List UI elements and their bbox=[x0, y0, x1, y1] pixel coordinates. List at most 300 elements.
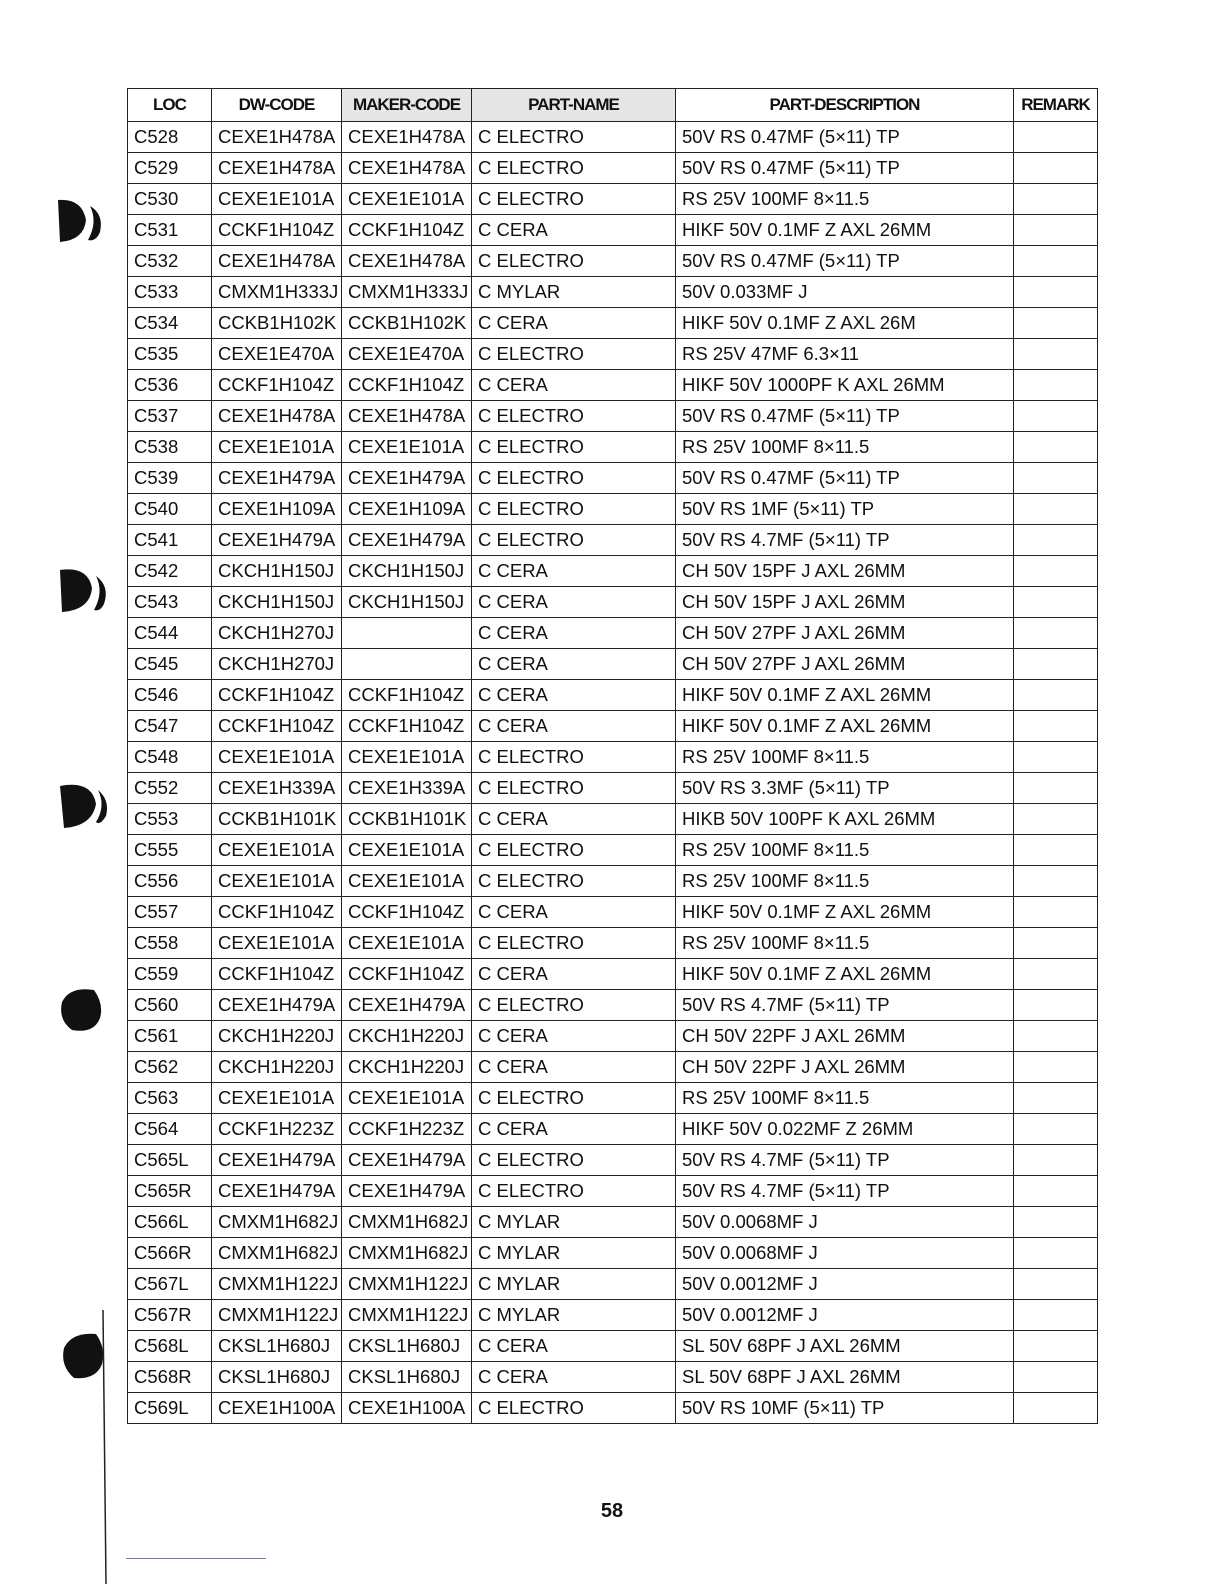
remark-cell bbox=[1014, 463, 1098, 494]
part-name-cell: C ELECTRO bbox=[472, 1393, 676, 1424]
table-row bbox=[128, 1331, 1098, 1362]
dw-code-cell: CMXM1H682J bbox=[212, 1207, 342, 1238]
part-description-cell: 50V RS 0.47MF (5×11) TP bbox=[676, 246, 1014, 277]
part-name-cell: C ELECTRO bbox=[472, 494, 676, 525]
dw-code-cell: CKCH1H220J bbox=[212, 1021, 342, 1052]
part-name-cell: C ELECTRO bbox=[472, 339, 676, 370]
maker-code-cell: CCKF1H104Z bbox=[342, 680, 472, 711]
table-row bbox=[128, 556, 1098, 587]
dw-code-cell: CCKF1H104Z bbox=[212, 215, 342, 246]
loc-cell: C561 bbox=[128, 1021, 212, 1052]
part-description-cell: 50V RS 4.7MF (5×11) TP bbox=[676, 1145, 1014, 1176]
remark-cell bbox=[1014, 1331, 1098, 1362]
part-name-cell: C MYLAR bbox=[472, 1238, 676, 1269]
maker-code-cell: CEXE1E101A bbox=[342, 742, 472, 773]
remark-cell bbox=[1014, 649, 1098, 680]
hole-mark-4 bbox=[61, 989, 101, 1031]
maker-code-cell: CKCH1H150J bbox=[342, 556, 472, 587]
part-name-cell: C CERA bbox=[472, 680, 676, 711]
part-name-cell: C ELECTRO bbox=[472, 835, 676, 866]
dw-code-cell: CEXE1E470A bbox=[212, 339, 342, 370]
loc-cell: C566R bbox=[128, 1238, 212, 1269]
remark-cell bbox=[1014, 618, 1098, 649]
remark-cell bbox=[1014, 1300, 1098, 1331]
dw-code-cell: CEXE1E101A bbox=[212, 1083, 342, 1114]
part-name-cell: C CERA bbox=[472, 649, 676, 680]
maker-code-cell: CEXE1H100A bbox=[342, 1393, 472, 1424]
maker-code-cell: CKCH1H220J bbox=[342, 1052, 472, 1083]
table-row bbox=[128, 804, 1098, 835]
table-row bbox=[128, 1145, 1098, 1176]
part-name-cell: C ELECTRO bbox=[472, 773, 676, 804]
table-row bbox=[128, 1393, 1098, 1424]
loc-cell: C557 bbox=[128, 897, 212, 928]
maker-code-cell: CEXE1H479A bbox=[342, 990, 472, 1021]
maker-code-cell: CCKF1H104Z bbox=[342, 959, 472, 990]
table-row bbox=[128, 1052, 1098, 1083]
part-description-cell: RS 25V 100MF 8×11.5 bbox=[676, 1083, 1014, 1114]
loc-cell: C540 bbox=[128, 494, 212, 525]
dw-code-cell: CEXE1H479A bbox=[212, 1176, 342, 1207]
remark-cell bbox=[1014, 1145, 1098, 1176]
dw-code-cell: CCKF1H104Z bbox=[212, 711, 342, 742]
remark-cell bbox=[1014, 153, 1098, 184]
table-row bbox=[128, 711, 1098, 742]
remark-cell bbox=[1014, 1114, 1098, 1145]
part-description-cell: 50V RS 10MF (5×11) TP bbox=[676, 1393, 1014, 1424]
table-row bbox=[128, 215, 1098, 246]
table-row bbox=[128, 184, 1098, 215]
maker-code-cell: CEXE1H479A bbox=[342, 463, 472, 494]
part-description-cell: CH 50V 27PF J AXL 26MM bbox=[676, 618, 1014, 649]
part-name-cell: C ELECTRO bbox=[472, 990, 676, 1021]
loc-cell: C558 bbox=[128, 928, 212, 959]
dw-code-cell: CCKF1H104Z bbox=[212, 680, 342, 711]
loc-cell: C528 bbox=[128, 122, 212, 153]
part-description-cell: RS 25V 47MF 6.3×11 bbox=[676, 339, 1014, 370]
maker-code-cell: CEXE1E101A bbox=[342, 1083, 472, 1114]
part-description-cell: CH 50V 27PF J AXL 26MM bbox=[676, 649, 1014, 680]
dw-code-cell: CEXE1H100A bbox=[212, 1393, 342, 1424]
loc-cell: C542 bbox=[128, 556, 212, 587]
header-part-description: PART-DESCRIPTION bbox=[676, 89, 1014, 122]
dw-code-cell: CEXE1H339A bbox=[212, 773, 342, 804]
header-loc: LOC bbox=[128, 89, 212, 122]
remark-cell bbox=[1014, 1393, 1098, 1424]
part-name-cell: C ELECTRO bbox=[472, 1083, 676, 1114]
dw-code-cell: CEXE1E101A bbox=[212, 866, 342, 897]
remark-cell bbox=[1014, 897, 1098, 928]
part-name-cell: C ELECTRO bbox=[472, 866, 676, 897]
part-name-cell: C CERA bbox=[472, 556, 676, 587]
part-description-cell: CH 50V 15PF J AXL 26MM bbox=[676, 556, 1014, 587]
part-description-cell: HIKF 50V 0.1MF Z AXL 26MM bbox=[676, 680, 1014, 711]
loc-cell: C567R bbox=[128, 1300, 212, 1331]
header-part-name: PART-NAME bbox=[472, 89, 676, 122]
remark-cell bbox=[1014, 1052, 1098, 1083]
remark-cell bbox=[1014, 494, 1098, 525]
remark-cell bbox=[1014, 525, 1098, 556]
table-row bbox=[128, 153, 1098, 184]
loc-cell: C563 bbox=[128, 1083, 212, 1114]
remark-cell bbox=[1014, 215, 1098, 246]
loc-cell: C546 bbox=[128, 680, 212, 711]
loc-cell: C564 bbox=[128, 1114, 212, 1145]
table-row bbox=[128, 525, 1098, 556]
part-description-cell: 50V 0.0068MF J bbox=[676, 1238, 1014, 1269]
maker-code-cell bbox=[342, 618, 472, 649]
part-description-cell: HIKF 50V 0.1MF Z AXL 26MM bbox=[676, 959, 1014, 990]
part-name-cell: C CERA bbox=[472, 1021, 676, 1052]
dw-code-cell: CEXE1H479A bbox=[212, 1145, 342, 1176]
loc-cell: C565R bbox=[128, 1176, 212, 1207]
table-row bbox=[128, 1269, 1098, 1300]
loc-cell: C532 bbox=[128, 246, 212, 277]
dw-code-cell: CEXE1H478A bbox=[212, 153, 342, 184]
maker-code-cell: CEXE1H109A bbox=[342, 494, 472, 525]
maker-code-cell: CEXE1H478A bbox=[342, 153, 472, 184]
maker-code-cell: CEXE1E101A bbox=[342, 184, 472, 215]
part-description-cell: 50V RS 1MF (5×11) TP bbox=[676, 494, 1014, 525]
part-description-cell: HIKF 50V 1000PF K AXL 26MM bbox=[676, 370, 1014, 401]
table-row bbox=[128, 1176, 1098, 1207]
loc-cell: C560 bbox=[128, 990, 212, 1021]
remark-cell bbox=[1014, 1362, 1098, 1393]
loc-cell: C537 bbox=[128, 401, 212, 432]
part-description-cell: 50V 0.0012MF J bbox=[676, 1269, 1014, 1300]
dw-code-cell: CCKF1H104Z bbox=[212, 370, 342, 401]
loc-cell: C543 bbox=[128, 587, 212, 618]
maker-code-cell bbox=[342, 649, 472, 680]
dw-code-cell: CCKB1H101K bbox=[212, 804, 342, 835]
part-name-cell: C CERA bbox=[472, 215, 676, 246]
part-name-cell: C CERA bbox=[472, 618, 676, 649]
dw-code-cell: CKCH1H150J bbox=[212, 587, 342, 618]
header-maker-code: MAKER-CODE bbox=[342, 89, 472, 122]
dw-code-cell: CMXM1H122J bbox=[212, 1300, 342, 1331]
table-row bbox=[128, 401, 1098, 432]
part-description-cell: SL 50V 68PF J AXL 26MM bbox=[676, 1331, 1014, 1362]
dw-code-cell: CKCH1H270J bbox=[212, 618, 342, 649]
loc-cell: C548 bbox=[128, 742, 212, 773]
part-description-cell: HIKF 50V 0.022MF Z 26MM bbox=[676, 1114, 1014, 1145]
hole-mark-2 bbox=[60, 569, 106, 612]
part-description-cell: 50V RS 0.47MF (5×11) TP bbox=[676, 122, 1014, 153]
loc-cell: C553 bbox=[128, 804, 212, 835]
part-description-cell: CH 50V 22PF J AXL 26MM bbox=[676, 1021, 1014, 1052]
part-name-cell: C MYLAR bbox=[472, 277, 676, 308]
part-description-cell: RS 25V 100MF 8×11.5 bbox=[676, 835, 1014, 866]
part-description-cell: RS 25V 100MF 8×11.5 bbox=[676, 432, 1014, 463]
loc-cell: C568R bbox=[128, 1362, 212, 1393]
maker-code-cell: CEXE1E470A bbox=[342, 339, 472, 370]
remark-cell bbox=[1014, 804, 1098, 835]
part-name-cell: C MYLAR bbox=[472, 1300, 676, 1331]
table-row bbox=[128, 866, 1098, 897]
table-row bbox=[128, 835, 1098, 866]
remark-cell bbox=[1014, 711, 1098, 742]
dw-code-cell: CKSL1H680J bbox=[212, 1331, 342, 1362]
remark-cell bbox=[1014, 277, 1098, 308]
loc-cell: C529 bbox=[128, 153, 212, 184]
table-row bbox=[128, 1362, 1098, 1393]
remark-cell bbox=[1014, 928, 1098, 959]
dw-code-cell: CEXE1E101A bbox=[212, 184, 342, 215]
part-description-cell: HIKF 50V 0.1MF Z AXL 26MM bbox=[676, 897, 1014, 928]
part-name-cell: C ELECTRO bbox=[472, 401, 676, 432]
part-name-cell: C ELECTRO bbox=[472, 1176, 676, 1207]
loc-cell: C555 bbox=[128, 835, 212, 866]
part-description-cell: CH 50V 15PF J AXL 26MM bbox=[676, 587, 1014, 618]
table-row bbox=[128, 587, 1098, 618]
maker-code-cell: CEXE1H479A bbox=[342, 525, 472, 556]
part-name-cell: C CERA bbox=[472, 308, 676, 339]
part-name-cell: C CERA bbox=[472, 804, 676, 835]
maker-code-cell: CKSL1H680J bbox=[342, 1331, 472, 1362]
part-name-cell: C MYLAR bbox=[472, 1269, 676, 1300]
table-row bbox=[128, 990, 1098, 1021]
part-name-cell: C ELECTRO bbox=[472, 928, 676, 959]
table-row bbox=[128, 680, 1098, 711]
table-row bbox=[128, 1083, 1098, 1114]
header-dw-code: DW-CODE bbox=[212, 89, 342, 122]
header-row bbox=[128, 89, 1098, 122]
table-row bbox=[128, 1300, 1098, 1331]
part-description-cell: HIKF 50V 0.1MF Z AXL 26MM bbox=[676, 711, 1014, 742]
hole-mark-3 bbox=[60, 785, 107, 828]
remark-cell bbox=[1014, 401, 1098, 432]
table-row bbox=[128, 928, 1098, 959]
remark-cell bbox=[1014, 680, 1098, 711]
table-row bbox=[128, 742, 1098, 773]
dw-code-cell: CEXE1H479A bbox=[212, 525, 342, 556]
edge-line bbox=[103, 1310, 106, 1584]
remark-cell bbox=[1014, 1207, 1098, 1238]
maker-code-cell: CCKF1H223Z bbox=[342, 1114, 472, 1145]
part-description-cell: RS 25V 100MF 8×11.5 bbox=[676, 184, 1014, 215]
dw-code-cell: CCKF1H104Z bbox=[212, 897, 342, 928]
maker-code-cell: CEXE1E101A bbox=[342, 835, 472, 866]
table-row bbox=[128, 463, 1098, 494]
remark-cell bbox=[1014, 1083, 1098, 1114]
dw-code-cell: CEXE1H478A bbox=[212, 246, 342, 277]
loc-cell: C562 bbox=[128, 1052, 212, 1083]
remark-cell bbox=[1014, 866, 1098, 897]
remark-cell bbox=[1014, 556, 1098, 587]
part-description-cell: 50V RS 4.7MF (5×11) TP bbox=[676, 990, 1014, 1021]
remark-cell bbox=[1014, 246, 1098, 277]
loc-cell: C552 bbox=[128, 773, 212, 804]
part-description-cell: 50V 0.033MF J bbox=[676, 277, 1014, 308]
table-row bbox=[128, 897, 1098, 928]
part-description-cell: RS 25V 100MF 8×11.5 bbox=[676, 742, 1014, 773]
table-row bbox=[128, 773, 1098, 804]
footer-line bbox=[126, 1558, 266, 1559]
part-description-cell: 50V RS 0.47MF (5×11) TP bbox=[676, 153, 1014, 184]
part-name-cell: C ELECTRO bbox=[472, 246, 676, 277]
part-description-cell: RS 25V 100MF 8×11.5 bbox=[676, 866, 1014, 897]
part-description-cell: 50V RS 0.47MF (5×11) TP bbox=[676, 463, 1014, 494]
dw-code-cell: CEXE1E101A bbox=[212, 742, 342, 773]
dw-code-cell: CMXM1H682J bbox=[212, 1238, 342, 1269]
parts-table bbox=[127, 88, 1098, 1424]
binder-hole-marks bbox=[0, 0, 130, 1584]
maker-code-cell: CCKF1H104Z bbox=[342, 370, 472, 401]
part-name-cell: C ELECTRO bbox=[472, 742, 676, 773]
maker-code-cell: CKCH1H150J bbox=[342, 587, 472, 618]
part-name-cell: C ELECTRO bbox=[472, 525, 676, 556]
hole-mark-1 bbox=[58, 200, 101, 242]
part-name-cell: C ELECTRO bbox=[472, 1145, 676, 1176]
dw-code-cell: CCKF1H104Z bbox=[212, 959, 342, 990]
table-row bbox=[128, 370, 1098, 401]
loc-cell: C533 bbox=[128, 277, 212, 308]
part-description-cell: 50V 0.0012MF J bbox=[676, 1300, 1014, 1331]
part-name-cell: C CERA bbox=[472, 959, 676, 990]
maker-code-cell: CEXE1H479A bbox=[342, 1145, 472, 1176]
part-name-cell: C CERA bbox=[472, 370, 676, 401]
table-row bbox=[128, 494, 1098, 525]
loc-cell: C531 bbox=[128, 215, 212, 246]
part-name-cell: C CERA bbox=[472, 1052, 676, 1083]
remark-cell bbox=[1014, 339, 1098, 370]
part-name-cell: C ELECTRO bbox=[472, 122, 676, 153]
dw-code-cell: CEXE1H479A bbox=[212, 990, 342, 1021]
dw-code-cell: CEXE1E101A bbox=[212, 928, 342, 959]
dw-code-cell: CEXE1E101A bbox=[212, 835, 342, 866]
loc-cell: C536 bbox=[128, 370, 212, 401]
loc-cell: C568L bbox=[128, 1331, 212, 1362]
remark-cell bbox=[1014, 184, 1098, 215]
maker-code-cell: CCKF1H104Z bbox=[342, 897, 472, 928]
maker-code-cell: CCKB1H102K bbox=[342, 308, 472, 339]
remark-cell bbox=[1014, 370, 1098, 401]
loc-cell: C539 bbox=[128, 463, 212, 494]
remark-cell bbox=[1014, 587, 1098, 618]
loc-cell: C534 bbox=[128, 308, 212, 339]
maker-code-cell: CEXE1H478A bbox=[342, 122, 472, 153]
part-name-cell: C CERA bbox=[472, 1114, 676, 1145]
table-row bbox=[128, 618, 1098, 649]
dw-code-cell: CEXE1H478A bbox=[212, 122, 342, 153]
maker-code-cell: CCKF1H104Z bbox=[342, 711, 472, 742]
dw-code-cell: CCKB1H102K bbox=[212, 308, 342, 339]
remark-cell bbox=[1014, 990, 1098, 1021]
part-name-cell: C ELECTRO bbox=[472, 184, 676, 215]
maker-code-cell: CKSL1H680J bbox=[342, 1362, 472, 1393]
part-description-cell: HIKF 50V 0.1MF Z AXL 26MM bbox=[676, 215, 1014, 246]
part-description-cell: SL 50V 68PF J AXL 26MM bbox=[676, 1362, 1014, 1393]
part-name-cell: C ELECTRO bbox=[472, 153, 676, 184]
loc-cell: C545 bbox=[128, 649, 212, 680]
maker-code-cell: CCKB1H101K bbox=[342, 804, 472, 835]
table-row bbox=[128, 308, 1098, 339]
maker-code-cell: CKCH1H220J bbox=[342, 1021, 472, 1052]
remark-cell bbox=[1014, 1021, 1098, 1052]
part-description-cell: RS 25V 100MF 8×11.5 bbox=[676, 928, 1014, 959]
part-name-cell: C CERA bbox=[472, 1331, 676, 1362]
maker-code-cell: CEXE1H478A bbox=[342, 401, 472, 432]
maker-code-cell: CCKF1H104Z bbox=[342, 215, 472, 246]
table-row bbox=[128, 246, 1098, 277]
table-row bbox=[128, 1114, 1098, 1145]
maker-code-cell: CMXM1H682J bbox=[342, 1238, 472, 1269]
part-name-cell: C CERA bbox=[472, 587, 676, 618]
loc-cell: C547 bbox=[128, 711, 212, 742]
maker-code-cell: CEXE1E101A bbox=[342, 928, 472, 959]
part-description-cell: 50V RS 0.47MF (5×11) TP bbox=[676, 401, 1014, 432]
part-description-cell: HIKB 50V 100PF K AXL 26MM bbox=[676, 804, 1014, 835]
maker-code-cell: CMXM1H333J bbox=[342, 277, 472, 308]
table-row bbox=[128, 432, 1098, 463]
remark-cell bbox=[1014, 1269, 1098, 1300]
maker-code-cell: CEXE1H339A bbox=[342, 773, 472, 804]
maker-code-cell: CMXM1H682J bbox=[342, 1207, 472, 1238]
table-row bbox=[128, 1021, 1098, 1052]
loc-cell: C559 bbox=[128, 959, 212, 990]
loc-cell: C535 bbox=[128, 339, 212, 370]
table-row bbox=[128, 649, 1098, 680]
remark-cell bbox=[1014, 1238, 1098, 1269]
maker-code-cell: CMXM1H122J bbox=[342, 1269, 472, 1300]
part-description-cell: CH 50V 22PF J AXL 26MM bbox=[676, 1052, 1014, 1083]
part-description-cell: 50V RS 3.3MF (5×11) TP bbox=[676, 773, 1014, 804]
part-name-cell: C CERA bbox=[472, 1362, 676, 1393]
part-name-cell: C CERA bbox=[472, 711, 676, 742]
part-description-cell: 50V RS 4.7MF (5×11) TP bbox=[676, 1176, 1014, 1207]
remark-cell bbox=[1014, 773, 1098, 804]
dw-code-cell: CEXE1H109A bbox=[212, 494, 342, 525]
dw-code-cell: CKCH1H270J bbox=[212, 649, 342, 680]
part-name-cell: C ELECTRO bbox=[472, 432, 676, 463]
loc-cell: C541 bbox=[128, 525, 212, 556]
loc-cell: C566L bbox=[128, 1207, 212, 1238]
remark-cell bbox=[1014, 308, 1098, 339]
loc-cell: C530 bbox=[128, 184, 212, 215]
hole-mark-5 bbox=[63, 1334, 103, 1378]
dw-code-cell: CMXM1H333J bbox=[212, 277, 342, 308]
dw-code-cell: CKCH1H220J bbox=[212, 1052, 342, 1083]
remark-cell bbox=[1014, 742, 1098, 773]
remark-cell bbox=[1014, 835, 1098, 866]
table-row bbox=[128, 277, 1098, 308]
loc-cell: C569L bbox=[128, 1393, 212, 1424]
loc-cell: C567L bbox=[128, 1269, 212, 1300]
header-remark: REMARK bbox=[1014, 89, 1098, 122]
dw-code-cell: CEXE1H479A bbox=[212, 463, 342, 494]
part-name-cell: C CERA bbox=[472, 897, 676, 928]
dw-code-cell: CEXE1E101A bbox=[212, 432, 342, 463]
remark-cell bbox=[1014, 122, 1098, 153]
remark-cell bbox=[1014, 432, 1098, 463]
part-name-cell: C ELECTRO bbox=[472, 463, 676, 494]
part-description-cell: 50V 0.0068MF J bbox=[676, 1207, 1014, 1238]
remark-cell bbox=[1014, 959, 1098, 990]
table-row bbox=[128, 122, 1098, 153]
loc-cell: C565L bbox=[128, 1145, 212, 1176]
dw-code-cell: CEXE1H478A bbox=[212, 401, 342, 432]
part-name-cell: C MYLAR bbox=[472, 1207, 676, 1238]
dw-code-cell: CKCH1H150J bbox=[212, 556, 342, 587]
dw-code-cell: CCKF1H223Z bbox=[212, 1114, 342, 1145]
maker-code-cell: CEXE1E101A bbox=[342, 866, 472, 897]
loc-cell: C544 bbox=[128, 618, 212, 649]
remark-cell bbox=[1014, 1176, 1098, 1207]
table-body bbox=[128, 122, 1098, 1424]
loc-cell: C556 bbox=[128, 866, 212, 897]
part-description-cell: 50V RS 4.7MF (5×11) TP bbox=[676, 525, 1014, 556]
table-row bbox=[128, 1238, 1098, 1269]
